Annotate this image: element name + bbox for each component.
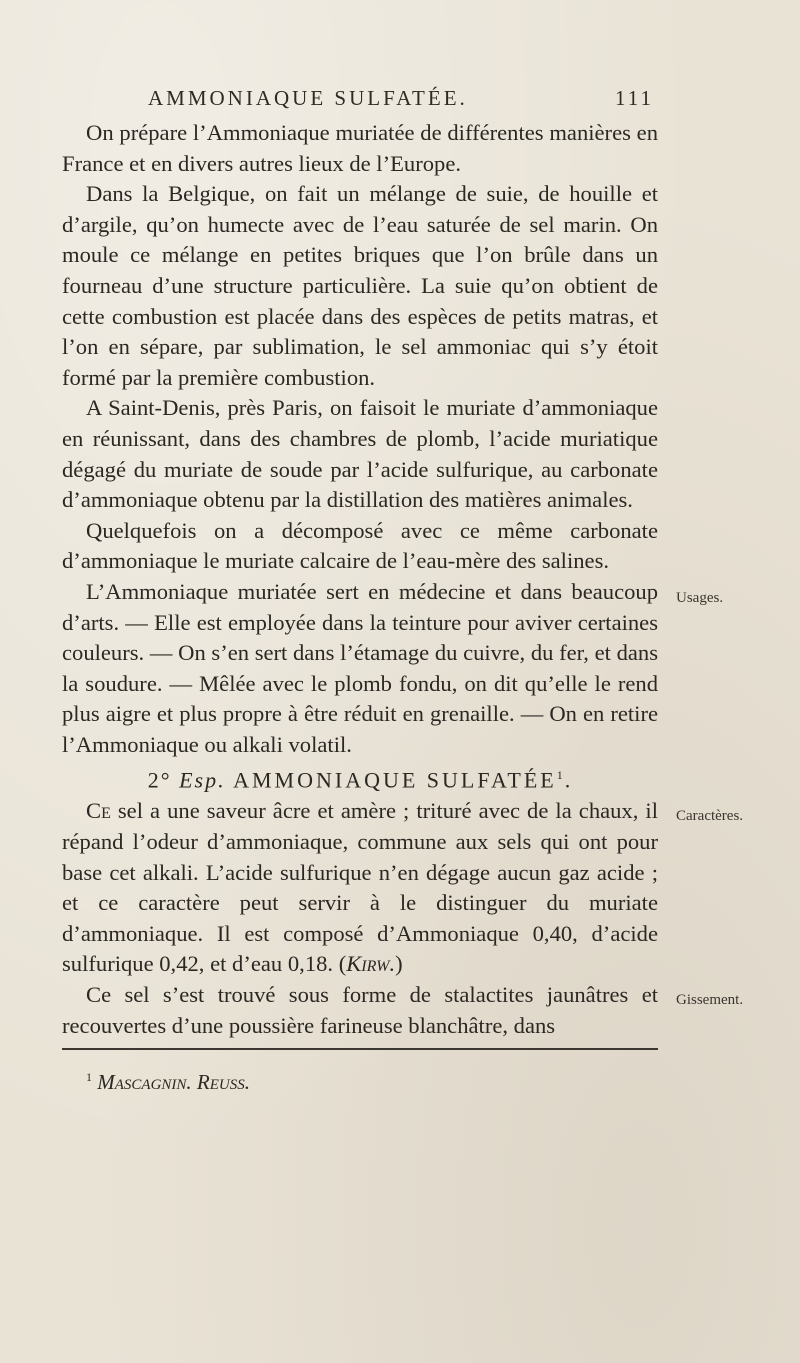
section-esp: Esp. (179, 767, 226, 793)
footnote-mark: 1 (86, 1070, 92, 1084)
section-number: 2° (147, 767, 172, 793)
footnote-rule (62, 1048, 658, 1050)
paragraph-belgique: Dans la Belgique, on fait un mélange de suie, de houille et d’argile, qu’on humecte avec de l’eau saturée de sel marin. On moule ce mélange en petites briques que l’on brûle dans un fourneau d’une structure particulière. La suie qu’on obtient de cette combustion est placée dans des espèces de petits matras, et l’on en sépare, par sublimation, le sel ammoniac qui s’y étoit formé par la première combustion. (62, 181, 658, 390)
paragraph-carbonate: Quelquefois on a décomposé avec ce même carbonate d’ammoniaque le muriate calcaire de l’eau-mère des salines. (62, 517, 658, 574)
paragraph-saint-denis: A Saint-Denis, près Paris, on faisoit le muriate d’ammoniaque en réunissant, dans des chambres de plomb, l’acide muriatique dégagé du muriate de soude par l’acide sulfurique, au carbonate d’ammoniaque obtenu par la distillation des matières animales. (62, 395, 658, 513)
paragraph-gissement: Ce sel s’est trouvé sous forme de stalactites jaunâtres et recouvertes d’une poussière farineuse blanchâtre, dans (62, 981, 658, 1038)
footnote-text: Mascagnin. Reuss. (97, 1070, 250, 1094)
section-footnote-mark: 1 (556, 768, 565, 783)
section-end: . (564, 767, 573, 793)
paragraph-caracteres-text: sel a une saveur âcre et amère ; trituré avec de la chaux, il répand l’odeur d’ammoniaque, commune aux sels qui ont pour base cet alkali. L’acide sulfurique n’en dégage aucun gaz acide ; et ce caractère peut servir à le distinguer du muriate d’ammoniaque. Il est composé d’Ammoniaque 0,40, d’acide sulfurique 0,42, et d’eau 0,18. ( (62, 798, 658, 977)
section-heading (62, 760, 658, 796)
paragraph-caracteres-end: ) (395, 951, 403, 977)
paragraph-caracteres-lead: Ce (86, 798, 111, 824)
paragraph-preparation: On prépare l’Ammoniaque muriatée de différentes manières en France et en divers autres lieux de l’Europe. (62, 120, 658, 176)
margin-note-usages: Usages. (676, 590, 724, 606)
footnote (86, 1070, 250, 1095)
body-text (62, 118, 658, 1041)
margin-note-gissement: Gissement. (676, 992, 744, 1008)
paragraph-caracteres-author: Kirw. (346, 951, 396, 977)
page-number: 111 (615, 86, 654, 110)
paragraph-usages: L’Ammoniaque muriatée sert en médecine et dans beaucoup d’arts. — Elle est employée dans la teinture pour aviver certaines couleurs. — On s’en sert dans l’étamage du cuivre, du fer, et dans la soudure. — Mêlée avec le plomb fondu, on dit qu’elle le rend plus aigre et plus propre à être réduit en grenaille. — On en retire l’Ammoniaque ou alkali volatil. (62, 578, 658, 757)
paragraph-caracteres (62, 796, 658, 980)
running-head (148, 86, 654, 116)
section-name: AMMONIAQUE SULFATÉE (233, 767, 557, 793)
running-head-title: AMMONIAQUE SULFATÉE. (148, 86, 468, 110)
margin-note-caracteres: Caractères. (676, 808, 744, 824)
